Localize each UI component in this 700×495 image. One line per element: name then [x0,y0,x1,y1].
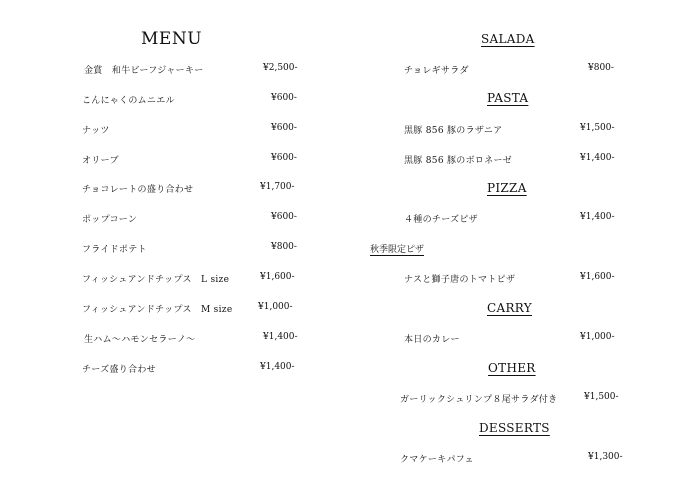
menu-item-price: ¥1,400- [580,153,615,163]
menu-item-name: フライドポテト [82,245,147,255]
menu-item-price: ¥1,400- [260,362,295,372]
menu-item-price: ¥1,400- [580,212,615,222]
menu-item-price: ¥1,600- [580,272,615,282]
menu-item-name: 黒豚 856 豚のラザニア [404,126,503,136]
menu-item-price: ¥1,000- [258,302,293,312]
menu-item-price: ¥1,000- [580,332,615,342]
menu-item-name: フィッシュアンドチップス L size [82,275,230,285]
menu-item-name: オリーブ [82,156,119,166]
menu-item-name: 生ハム～ハモンセラーノ～ [84,335,196,345]
menu-item-price: ¥1,300- [588,452,623,462]
menu-item-name: こんにゃくのムニエル [82,96,175,106]
menu-item-name: ガーリックシュリンプ８尾サラダ付き [400,395,558,405]
menu-item-name: ナスと獅子唐のトマトピザ [404,275,516,285]
menu-item-price: ¥600- [271,153,297,163]
section-heading-other: OTHER [488,361,536,375]
menu-item-name: 黒豚 856 豚のボロネーゼ [404,156,512,166]
menu-item-name: ナッツ [82,126,110,136]
section-heading-pizza: PIZZA [487,181,527,195]
menu-item-name: チョコレートの盛り合わせ [82,185,194,195]
menu-item-name: チーズ盛り合わせ [82,365,156,375]
menu-item-name: ４種のチーズピザ [404,215,478,225]
menu-item-name: 金賞 和牛ビーフジャーキー [84,66,204,76]
menu-title: MENU [141,29,203,49]
menu-item-price: ¥1,500- [584,392,619,402]
menu-item-name: フィッシュアンドチップス M size [82,305,233,315]
menu-item-price: ¥800- [271,242,297,252]
menu-item-price: ¥1,700- [260,182,295,192]
menu-item-price: ¥1,400- [263,332,298,342]
menu-item-price: ¥2,500- [263,63,298,73]
menu-item-name: 本日のカレー [404,335,460,345]
section-heading-carry: CARRY [487,301,532,315]
menu-item-name: ポップコーン [82,215,138,225]
section-heading-salada: SALADA [481,32,535,46]
menu-item-price: ¥1,500- [580,123,615,133]
section-heading-pasta: PASTA [487,91,529,105]
menu-item-price: ¥600- [271,123,297,133]
seasonal-pizza-label: 秋季限定ピザ [370,245,425,255]
menu-item-name: クマケーキパフェ [400,455,474,465]
section-heading-desserts: DESSERTS [479,421,550,435]
menu-item-price: ¥600- [271,212,297,222]
menu-item-price: ¥800- [588,63,614,73]
menu-item-name: チョレギサラダ [404,66,469,76]
menu-item-price: ¥1,600- [260,272,295,282]
menu-item-price: ¥600- [271,93,297,103]
